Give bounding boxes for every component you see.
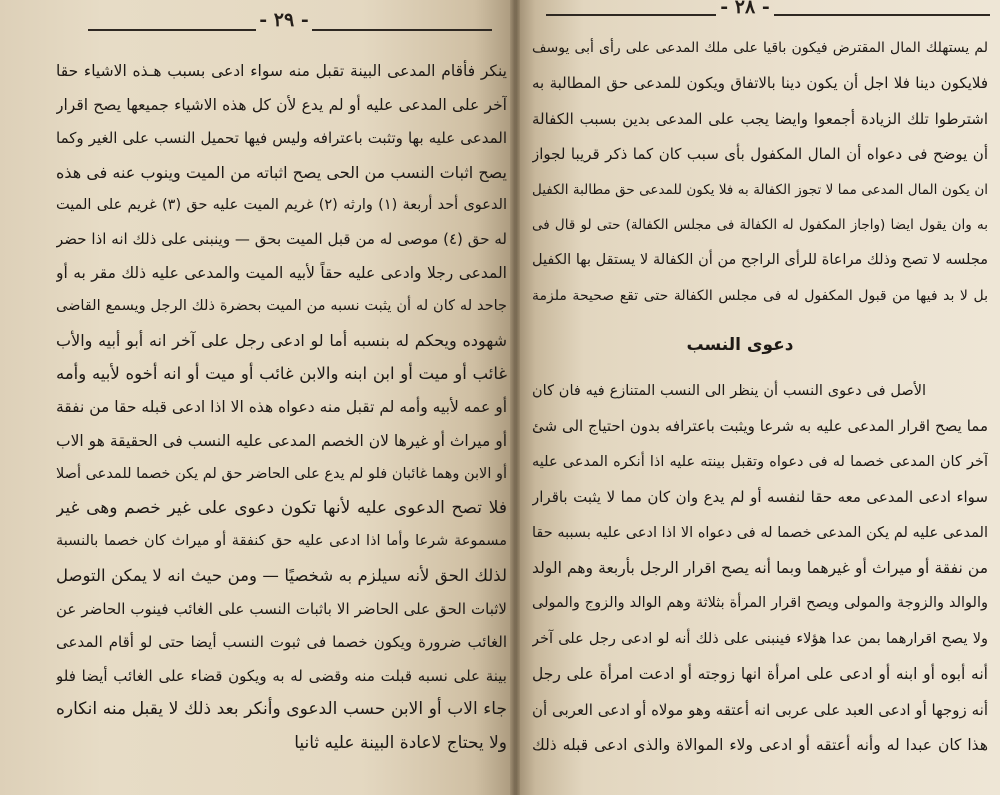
text-line: اشترطوا تلك الزيادة أجمعوا وايضا يجب على المدعى بدين بسبب الكفالة — [532, 109, 988, 128]
text-line: ولا يصح اقرارهما بمن عدا هؤلاء فينبنى على ذلك أنه لو ادعى رجل على آخر — [532, 630, 988, 647]
header-rule — [312, 29, 492, 31]
text-line: لذلك الحق لأنه سيلزم به شخصيًا — ومن حيث انه لا يمكن التوصل — [56, 565, 507, 585]
text-line: مجلسه لا تصح وذلك مراعاة للرأى الراجح من أن الكفالة لا يستقل بها الكفيل — [532, 252, 988, 269]
text-line: الأصل فى دعوى النسب أن ينظر الى النسب المتنازع فيه فان كان — [532, 383, 926, 399]
text-line: شهوده ويحكم له بنسبه أما لو ادعى رجل على آخر انه أبو أبيه والأب — [56, 330, 507, 350]
text-line: أو عمه لأبيه وأمه لم تقبل منه دعواه هذه الا اذا ادعى قبله حقا من نفقة — [56, 397, 507, 416]
text-line: مسموعة شرعا وأما اذا ادعى عليه حق كنفقة أو ميراث كان خصما بالنسبة — [56, 533, 507, 550]
text-line: بينة على نسبه قبلت منه وقضى له به ويكون قضاء على الغائب أيضا فلو — [56, 666, 507, 685]
text-line: لم يستهلك المال المقترض فيكون باقيا على ملك المدعى على رأى أبى يوسف — [532, 40, 988, 56]
text-line: سواء ادعى المدعى معه حقا لنفسه أو لم يدع وان كان مما لا يثبت باقرار — [532, 488, 988, 507]
text-line: جاحد له كان له أن يثبت نسبه من الميت بحضرة ذلك الرجل ويسمع القاضى — [56, 298, 507, 315]
text-line: فلايكون دينا فلا اجل أن يكون دينا بالاتفاق ويكون للمدعى حق المطالبة به — [532, 74, 988, 93]
text-line: هذا كان عبدا له وأنه أعتقه أو ادعى ولاء الموالاة والذى ادعى قبله ذلك — [532, 735, 988, 754]
text-line: فلا تصح الدعوى عليه لأنها تكون دعوى على غير خصم وهى غير — [56, 497, 507, 518]
text-line: مما يصح اقرار المدعى عليه به شرعا ويثبت باعترافه بدون احتياج الى شئ — [532, 417, 988, 436]
header-rule — [774, 14, 990, 16]
text-line: أو ميراث أو غيرها لان الخصم المدعى عليه النسب فى الحقيقة هو الاب — [56, 431, 507, 450]
text-line: المدعى عليه بها وتثبت باعترافه وليس فيها تحميل النسب على الغير وكما — [56, 129, 507, 148]
text-line: به وان يقول ايضا (واجاز المكفول له الكفالة فى مجلس الكفالة) حتى لو قال فى — [532, 216, 988, 233]
header-rule — [546, 14, 716, 16]
header-rule — [88, 29, 256, 31]
text-line: من نفقة أو ميراث أو غيرهما وبما أنه يصح اقرار الرجل بأربعة وهم الولد — [532, 558, 988, 577]
text-line: ولا يحتاج لاعادة البينة عليه ثانيا — [294, 732, 507, 753]
text-line: له حق (٤) موصى له من قبل الميت بحق — وينبنى على ذلك انه اذا حضر — [56, 229, 507, 248]
right-page-body-top — [532, 31, 988, 314]
text-line: المدعى عليه لم يكن المدعى خصما له فى دعواه الا اذا ادعى عليه بسببه حقا — [532, 524, 988, 541]
text-line: أنه زوجها أو ادعى العبد على عربى انه أعتقه وهو مولاه أو ادعى العربى أن — [532, 700, 988, 719]
text-line: والوالد والزوجة والمولى ويصح اقرار المرأة بثلاثة وهم الوالد والزوج والمولى — [532, 595, 988, 612]
text-line: أنه أبوه أو ابنه أو ادعى على امرأة انها زوجته أو ادعت امرأة على رجل — [532, 665, 988, 684]
text-line: بل لا بد فيها من قبول المكفول له فى مجلس الكفالة حتى تقع صحيحة ملزمة — [532, 287, 988, 304]
text-line: الدعوى أحد أربعة (١) وارثه (٢) غريم الميت عليه حق (٣) غريم على الميت — [56, 197, 507, 214]
text-line: يصح اثبات النسب من الحى يصح اثباته من الميت وينوب عنه فى هذه — [56, 162, 507, 182]
text-line: آخر كان المدعى خصما له فى دعواه وتقبل بينته عليه اذا أنكره المدعى عليه — [532, 453, 988, 470]
text-line: أو الابن وهما غائبان فلو لم يدع على الحاضر حق لم يكن خصما للمدعى أصلا — [56, 466, 507, 483]
section-heading: دعوى النسب — [686, 335, 794, 355]
page-number: - ٢٩ - — [259, 9, 309, 31]
text-line: لاثبات الحق على الحاضر الا باثبات النسب على الغائب فينوب الحاضر عن — [56, 599, 507, 618]
book-gutter — [510, 0, 520, 795]
text-line: ان يكون المال المدعى مما لا تجوز الكفالة به فلا يكون للمدعى حق مطالبة الكفيل — [532, 181, 988, 198]
page-number: - ٢٨ - — [720, 0, 770, 18]
text-line: آخر على المدعى عليه أو لم يدع لأن كل هذه الاشياء جميعها يصح اقرار — [56, 95, 507, 114]
right-page-body-bottom — [532, 374, 988, 763]
text-line: جاء الاب أو الابن حسب الدعوى وأنكر بعد ذلك لا يقبل منه انكاره — [56, 699, 507, 720]
left-page-body — [56, 55, 507, 760]
text-line: أن يوضح فى دعواه أن المال المكفول بأى سبب كان كما ذكر قريبا لجواز — [532, 145, 988, 164]
text-line: غائب أو ميت أو ابن ابنه والابن غائب أو ميت أو انه أخوه لأبيه وأمه — [56, 364, 507, 384]
text-line: الغائب ضرورة ويكون خصما فى ثبوت النسب أيضا حتى لو أقام المدعى — [56, 633, 507, 652]
text-line: المدعى رجلا وادعى عليه حقاً لأبيه الميت والمدعى عليه ذلك مقر به أو — [56, 263, 507, 282]
text-line: ينكر فأقام المدعى البينة تقبل منه سواء ادعى بسبب هـذه الاشياء حقا — [56, 62, 507, 80]
